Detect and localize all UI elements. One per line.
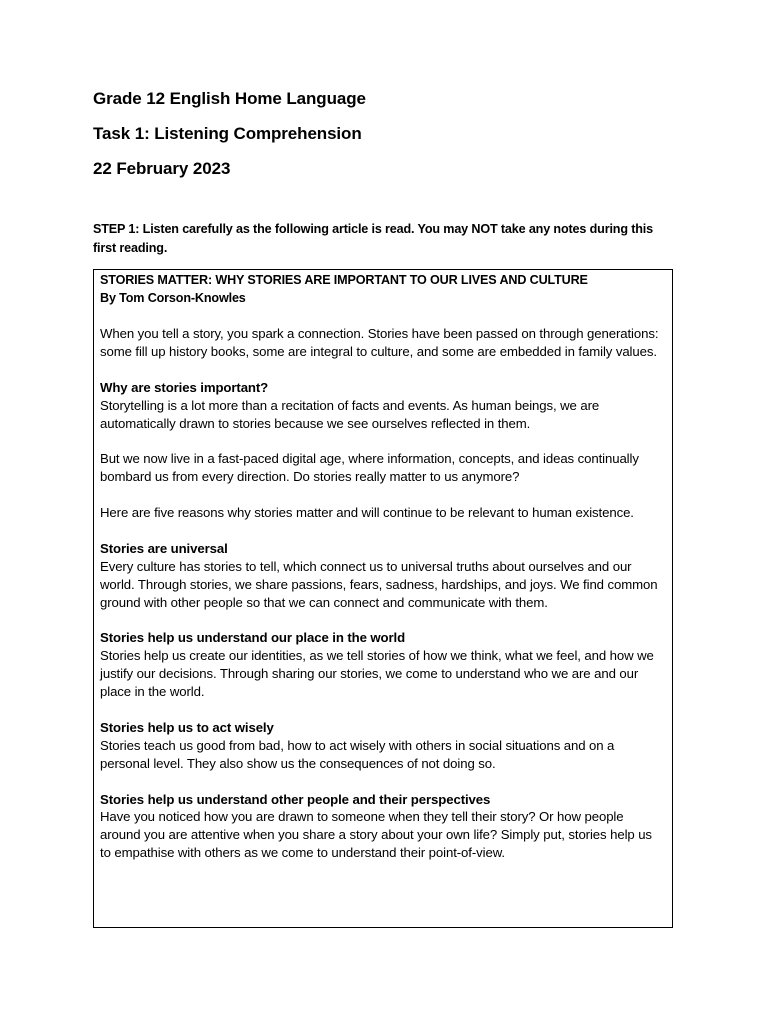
five-reasons-text: Here are five reasons why stories matter and will continue to be relevant to human existence. [100, 505, 634, 521]
section-text-other-people: Have you noticed how you are drawn to someone when they tell their story? Or how people around you are attentive when you share a story about your own life? Simply put, stories help us to empathise with others as we come to understand their point-of-view. [100, 809, 652, 861]
step-1-instruction: STEP 1: Listen carefully as the following article is read. You may NOT take any notes during this first reading. [93, 222, 654, 255]
section-heading-place-in-world: Stories help us understand our place in the world [100, 630, 406, 646]
article-author: By Tom Corson-Knowles [100, 290, 246, 305]
article-intro: When you tell a story, you spark a connection. Stories have been passed on through generations: some fill up history books, some are integral to culture, and some are embedded in family values. [100, 326, 659, 359]
task-heading: Task 1: Listening Comprehension [93, 124, 362, 143]
spacer [100, 522, 666, 540]
why-important-heading: Why are stories important? [100, 379, 269, 395]
date-heading: 22 February 2023 [93, 159, 231, 178]
spacer [100, 612, 666, 630]
subject-heading: Grade 12 English Home Language [93, 89, 366, 108]
article-box [93, 269, 673, 928]
section-heading-universal: Stories are universal [100, 540, 228, 556]
section-heading-act-wisely: Stories help us to act wisely [100, 719, 274, 735]
spacer [100, 307, 666, 325]
section-text-place-in-world: Stories help us create our identities, as we tell stories of how we think, what we feel, and how we justify our decisions. Through sharing our stories, we come to understand who we are and our place in the world. [100, 648, 654, 700]
spacer [100, 701, 666, 719]
spacer [100, 773, 666, 791]
digital-age-text: But we now live in a fast-paced digital age, where information, concepts, and ideas continually bombard us from every direction. Do stories really matter to us anymore? [100, 451, 639, 485]
section-text-act-wisely: Stories teach us good from bad, how to act wisely with others in social situations and on a personal level. They also show us the consequences of not doing so. [100, 737, 615, 771]
section-text-universal: Every culture has stories to tell, which connect us to universal truths about ourselves and our world. Through stories, we share passions, fears, sadness, hardships, and joys. We find common ground with other people so that we can connect and communicate with them. [100, 558, 658, 610]
spacer [100, 361, 666, 379]
section-heading-other-people: Stories help us understand other people and their perspectives [100, 791, 491, 807]
spacer [100, 486, 666, 504]
spacer [100, 433, 666, 451]
why-important-text: Storytelling is a lot more than a recitation of facts and events. As human beings, we are automatically drawn to stories because we see ourselves reflected in them. [100, 397, 600, 431]
article-title: STORIES MATTER: WHY STORIES ARE IMPORTANT TO OUR LIVES AND CULTURE [100, 273, 588, 287]
